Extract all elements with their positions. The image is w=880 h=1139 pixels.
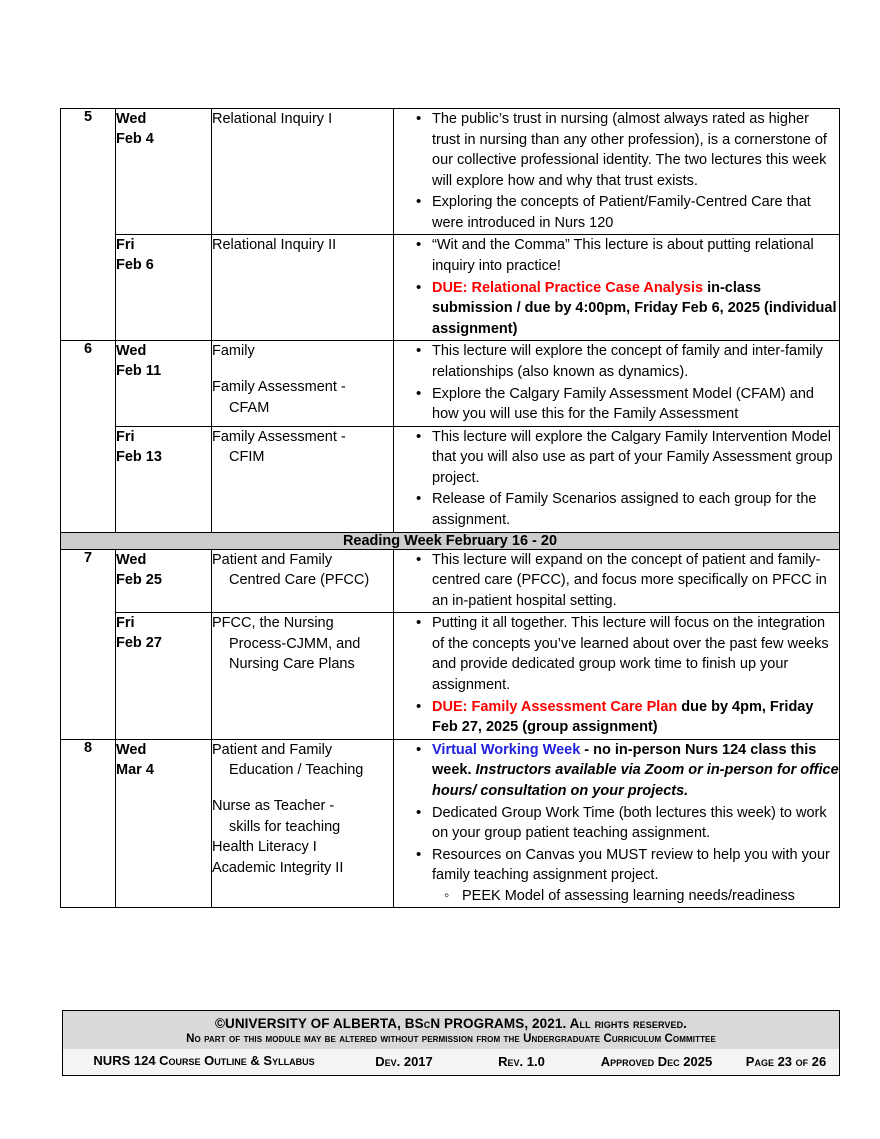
- topic-line: Nurse as Teacher -: [212, 797, 335, 814]
- topic-line: Education / Teaching: [229, 762, 364, 779]
- week-number-cell: 7: [61, 549, 116, 739]
- session-weekday: Wed: [116, 111, 147, 127]
- footer-revision: Rev. 1.0: [498, 1053, 545, 1069]
- topic-line: Academic Integrity II: [212, 859, 344, 876]
- footer-dev-version: Dev. 2017: [375, 1053, 433, 1069]
- session-topic-cell: [212, 549, 394, 613]
- bullet-text-run: This lecture will explore the Calgary Family Intervention Model that you will also use as part of your Family Assessment group project.: [432, 428, 833, 486]
- session-topic-cell: [212, 613, 394, 739]
- session-date-cell: [116, 426, 212, 532]
- topic-line: Relational Inquiry II: [212, 237, 337, 254]
- footer-document-title: NURS 124 Course Outline & Syllabus: [93, 1053, 315, 1068]
- session-weekday: Wed: [116, 741, 147, 758]
- bullet-item: [432, 613, 839, 695]
- schedule-row: [61, 109, 840, 235]
- week-number-cell: 6: [61, 341, 116, 532]
- bullet-text-run: Resources on Canvas you MUST review to help you with your family teaching assignment project.: [432, 846, 830, 884]
- topic-line: CFIM: [229, 449, 265, 466]
- bullet-text-run: This lecture will explore the concept of family and inter-family relationships (also known as dynamics).: [432, 343, 823, 380]
- session-date-cell: [116, 549, 212, 613]
- session-date-cell: [116, 613, 212, 739]
- bullet-list: [394, 427, 839, 531]
- session-topic-cell: [212, 739, 394, 908]
- schedule-row: [61, 549, 840, 613]
- topic-line: Family Assessment -: [212, 378, 346, 395]
- bullet-item: [432, 341, 839, 382]
- bullet-item: [432, 845, 839, 907]
- session-date: Feb 25: [116, 571, 162, 588]
- topic-line: Health Literacy I: [212, 839, 317, 856]
- session-weekday: Fri: [116, 428, 135, 445]
- footer-copyright: ©UNIVERSITY OF ALBERTA, BScN PROGRAMS, 2021. All rights reserved.: [214, 1016, 688, 1031]
- bullet-text-run: DUE: Family Assessment Care Plan: [432, 698, 678, 715]
- bullet-text-run: Putting it all together. This lecture will focus on the integration of the concepts you’ve learned about over the past few weeks and provide dedicated group work time to finish up your assignment.: [432, 615, 829, 694]
- topic-line: Patient and Family: [212, 551, 333, 568]
- session-date: Feb 6: [116, 257, 154, 274]
- bullet-text-run: Instructors available via Zoom or in-person for office hours/ consultation on your projects.: [432, 762, 839, 799]
- footer-approved-date: Approved Dec 2025: [600, 1053, 713, 1069]
- bullet-text-run: - no in-person Nurs 124 class this week.: [432, 741, 817, 779]
- topic-line: Process-CJMM, and: [229, 635, 361, 652]
- session-date: Mar 4: [116, 761, 154, 778]
- schedule-row: [61, 613, 840, 739]
- session-content-cell: [394, 613, 840, 739]
- footer-notice: No part of this module may be altered without permission from the Undergraduate Curriculum Committee: [186, 1033, 716, 1045]
- schedule-row: [61, 341, 840, 426]
- schedule-row: [61, 739, 840, 908]
- topic-line: Centred Care (PFCC): [229, 572, 370, 589]
- bullet-list: [394, 341, 839, 424]
- session-content-cell: [394, 549, 840, 613]
- bullet-text-run: The public’s trust in nursing (almost always rated as higher trust in nursing than any other profession), is a cornerstone of our collective professional identity. The two lectures this week will explore how and why that trust exists.: [432, 111, 827, 189]
- schedule-row: [61, 426, 840, 532]
- session-content-cell: [394, 109, 840, 235]
- bullet-list: [394, 550, 839, 612]
- bullet-item: [432, 489, 839, 530]
- session-content-cell: [394, 426, 840, 532]
- bullet-text-run: This lecture will expand on the concept of patient and family-centred care (PFCC), and focus more specifically on PFCC in an in-patient hospital setting.: [432, 551, 827, 609]
- session-date: Feb 11: [116, 363, 162, 380]
- topic-line: Family Assessment -: [212, 428, 346, 445]
- session-date-cell: [116, 109, 212, 235]
- session-date: Feb 4: [116, 131, 154, 147]
- reading-week-row: [61, 532, 840, 549]
- session-weekday: Wed: [116, 551, 147, 568]
- topic-line: Family: [212, 343, 255, 360]
- topic-line: PFCC, the Nursing: [212, 615, 334, 632]
- topic-line: Nursing Care Plans: [229, 656, 355, 673]
- topic-line: skills for teaching: [229, 818, 341, 835]
- session-weekday: Fri: [116, 237, 135, 254]
- bullet-item: [432, 697, 839, 738]
- bullet-list: [394, 740, 839, 907]
- bullet-item: [432, 550, 839, 612]
- week-number-cell: 5: [61, 109, 116, 341]
- sub-bullet-item: ◦ PEEK Model of assessing learning needs/readiness: [462, 886, 839, 907]
- footer-meta-row: [63, 1049, 839, 1075]
- session-topic-cell: [212, 235, 394, 341]
- footer-page-number: Page 23 of 26: [745, 1053, 827, 1069]
- bullet-text-run: “Wit and the Comma” This lecture is about putting relational inquiry into practice!: [432, 237, 814, 275]
- session-topic-cell: [212, 341, 394, 426]
- bullet-text-run: Release of Family Scenarios assigned to each group for the assignment.: [432, 491, 817, 528]
- session-date-cell: [116, 235, 212, 341]
- session-content-cell: [394, 235, 840, 341]
- reading-week-banner: Reading Week February 16 - 20: [61, 532, 840, 549]
- bullet-item: [432, 803, 839, 844]
- bullet-text-run: DUE: Relational Practice Case Analysis: [432, 279, 704, 296]
- session-topic-cell: [212, 109, 394, 235]
- bullet-text-run: Explore the Calgary Family Assessment Model (CFAM) and how you will use this for the Family Assessment: [432, 385, 814, 423]
- bullet-list: [394, 109, 839, 233]
- bullet-item: [432, 384, 839, 425]
- topic-spacer: [212, 362, 393, 377]
- footer-copyright-block: [63, 1011, 839, 1049]
- session-date-cell: [116, 341, 212, 426]
- topic-line: Relational Inquiry I: [212, 111, 333, 127]
- bullet-text-run: Dedicated Group Work Time (both lectures this week) to work on your group patient teaching assignment.: [432, 804, 827, 842]
- course-schedule-table: [60, 108, 840, 908]
- session-weekday: Wed: [116, 343, 147, 360]
- bullet-item: [432, 740, 839, 802]
- page-footer: [62, 1010, 840, 1076]
- bullet-list: [394, 613, 839, 737]
- session-date: Feb 27: [116, 635, 162, 652]
- week-number-cell: 8: [61, 739, 116, 908]
- session-date: Feb 13: [116, 448, 162, 465]
- session-content-cell: [394, 739, 840, 908]
- bullet-item: [432, 192, 839, 233]
- bullet-item: [432, 427, 839, 489]
- topic-line: CFAM: [229, 399, 270, 416]
- bullet-text-run: due by 4pm, Friday Feb 27, 2025 (group assignment): [432, 698, 814, 736]
- topic-spacer: [212, 781, 393, 796]
- topic-line: Patient and Family: [212, 741, 333, 758]
- bullet-list: [394, 235, 839, 339]
- session-topic-cell: [212, 426, 394, 532]
- bullet-text-run: Virtual Working Week: [432, 741, 581, 758]
- bullet-item: [432, 235, 839, 276]
- bullet-text-run: in-class submission / due by 4:00pm, Friday Feb 6, 2025 (individual assignment): [432, 279, 837, 337]
- bullet-item: [432, 278, 839, 340]
- sub-bullet-list: [432, 886, 839, 907]
- bullet-text-run: Exploring the concepts of Patient/Family-Centred Care that were introduced in Nurs 120: [432, 194, 811, 231]
- bullet-item: [432, 109, 839, 191]
- schedule-row: [61, 235, 840, 341]
- session-content-cell: [394, 341, 840, 426]
- session-weekday: Fri: [116, 615, 135, 632]
- session-date-cell: [116, 739, 212, 908]
